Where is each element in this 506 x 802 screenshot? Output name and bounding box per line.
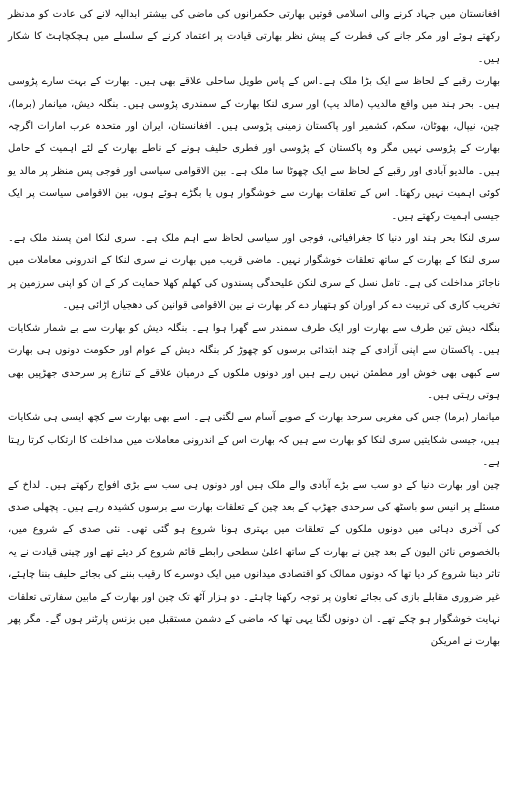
paragraph-4: بنگلہ دیش تین طرف سے بھارت اور ایک طرف سمندر سے گھرا ہوا ہے۔ بنگلہ دیش کو بھارت سے بے شمار شکایات ہیں۔ پاکستان سے اپنی آزادی کے چند ابتدائی برسوں کو چھوڑ کر بنگلہ دیش کے عوام اور حکومت دونوں ہی بھارت سے کبھی بھی خوش اور مطمئن نہیں رہے ہیں اور دونوں ملکوں کے درمیان علاقے کے تنازع پر سرحدی جھڑپیں بھی ہوتی رہتی ہیں۔: [8, 322, 500, 401]
paragraph-6: چین اور بھارت دنیا کے دو سب سے بڑے آبادی والے ملک ہیں اور دونوں ہی سب سے بڑی افواج رکھتے ہیں۔ لداخ کے مسئلے پر انیس سو باسٹھ کی سرحدی جھڑپ کے بعد چین کے تعلقات بھارت سے برسوں کشیدہ رہے ہیں۔ پچھلی صدی کی آخری دہائی میں دونوں ملکوں کے تعلقات میں بہتری ہونا شروع ہو گئی تھی۔ نئی صدی کے شروع میں، بالخصوص نائن الیون کے بعد چین نے بھارت کے ساتھ اعلیٰ سطحی رابطے قائم شروع کر دیئے تھے اور چینی قیادت نے یہ تاثر دینا شروع کر دیا تھا کہ دونوں ممالک کو اقتصادی میدانوں میں ایک دوسرے کا رقیب بننے کی بجائے حلیف بننا چاہئے، غیر ضروری مقابلے بازی کی بجائے تعاون پر توجہ رکھنا چاہئے۔ دو ہزار آٹھ تک چین اور بھارت کے مابین سفارتی تعلقات نہایت خوشگوار ہو چکے تھے۔ ان دونوں لگتا یہی تھا کہ ماضی کے دشمن مستقبل میں بزنس پارٹنر ہوں گے۔ مگر پھر بھارت نے امریکن: [8, 479, 500, 648]
paragraph-2: بھارت رقبے کے لحاظ سے ایک بڑا ملک ہے۔اس کے پاس طویل ساحلی علاقے بھی ہیں۔ بھارت کے بہت سارے پڑوسی ہیں۔ بحر ہند میں واقع مالدیپ (مالد یپ) اور سری لنکا بھارت کے سمندری پڑوسی ہیں۔ بنگلہ دیش، میانمار (برما)، چین، نیپال، بھوٹان، سکم، کشمیر اور پاکستان زمینی پڑوسی ہیں۔ افغانستان، ایران اور متحدہ عرب امارات اگرچہ بھارت کے پڑوسی نہیں مگر وہ پاکستان کے پڑوسی اور فطری حلیف ہونے کے ناطے بھارت کے لئے اہمیت کے حامل ہیں۔ مالدیو آبادی اور رقبے کے لحاظ سے ایک چھوٹا سا ملک ہے۔ بین الاقوامی سیاسی اور فوجی پس منظر پر مالد یو کوئی اہمیت نہیں رکھتا۔ اس کے تعلقات بھارت سے خوشگوار ہوں یا بگڑے ہوئے ہوں، بین الاقوامی سیاست پر ایک جیسی اہمیت رکھتے ہیں۔: [8, 76, 500, 222]
paragraph-1: افغانستان میں جہاد کرنے والی اسلامی قوتیں بھارتی حکمرانوں کی ماضی کی بیشتر ابدالیہ لانے کی عادت کو مدنظر رکھتے ہوئے اور مکر جانے کی فطرت کے پیش نظر بھارتی قیادت پر اعتماد کرنے کے سلسلے میں ہچکچاہٹ کا شکار ہیں۔: [8, 9, 500, 65]
paragraph-3: سری لنکا بحر ہند اور دنیا کا جغرافیائی، فوجی اور سیاسی لحاظ سے اہم ملک ہے۔ سری لنکا امن پسند ملک ہے۔ سری لنکا کے بھارت کے ساتھ تعلقات خوشگوار نہیں۔ ماضی قریب میں بھارت نے سری لنکا کے اندرونی معاملات میں ناجائز مداخلت کی ہے۔ تامل نسل کے سری لنکن علیحدگی پسندوں کی کھلم کھلا حمایت کر کے ان کو اپنی سرزمین پر تخریب کاری کی تربیت دے کر اوران کو ہتھیار دے کر بھارت نے بین الاقوامی قوانین کی دھجیاں اڑائی ہیں۔: [8, 233, 500, 312]
paragraph-5: میانمار (برما) جس کی مغربی سرحد بھارت کے صوبے آسام سے لگتی ہے۔ اسے بھی بھارت سے کچھ ایسی ہی شکایات ہیں، جیسی شکایتیں سری لنکا کو بھارت سے ہیں کہ بھارت اس کے اندرونی معاملات میں مداخلت کا ارتکاب کرتا رہتا ہے۔: [8, 412, 500, 469]
